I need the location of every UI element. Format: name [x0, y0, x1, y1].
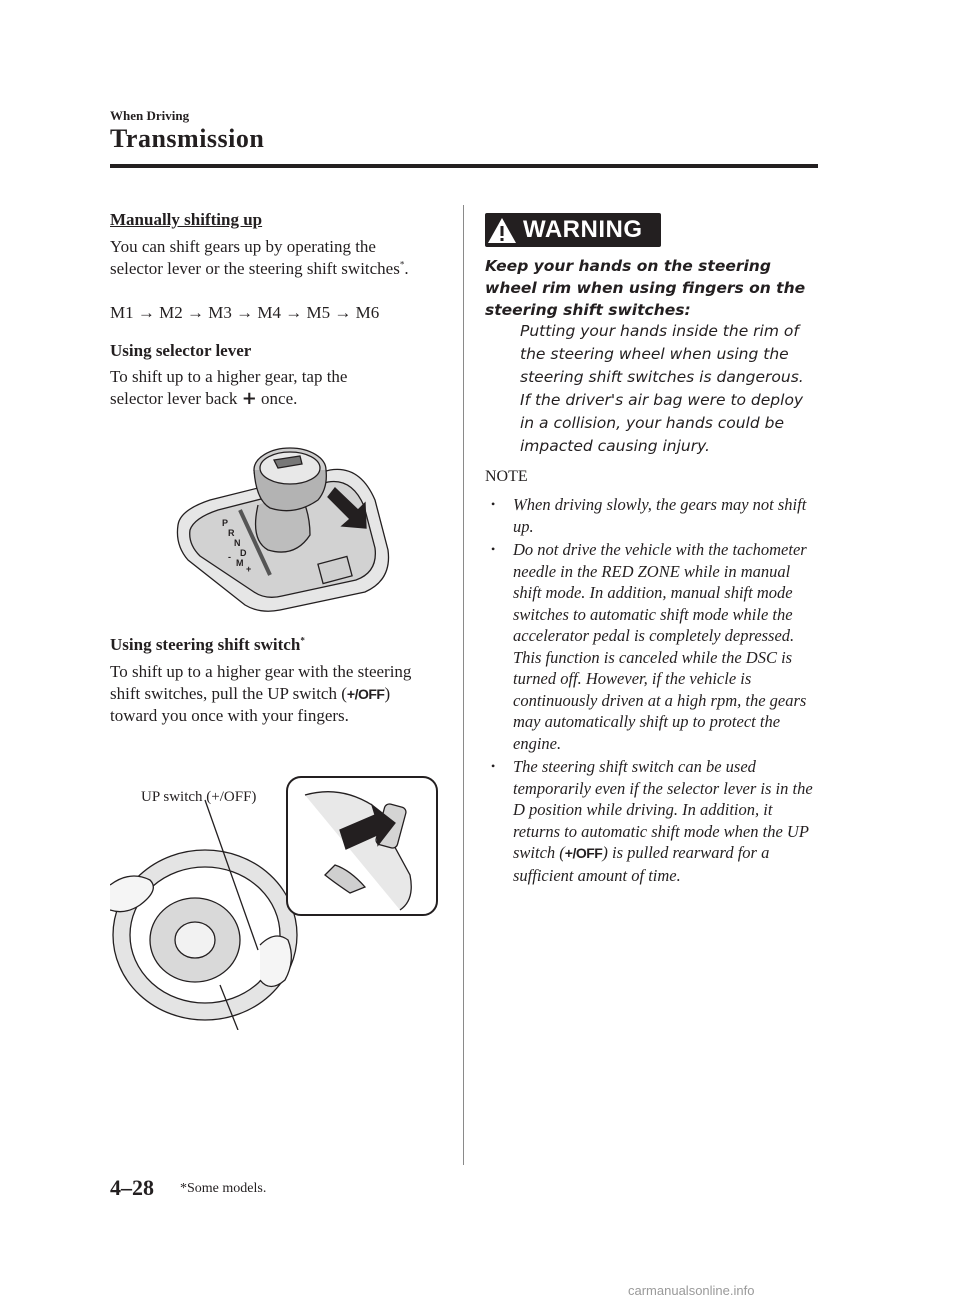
- note-bullet-1: •: [491, 497, 496, 511]
- warning-lead: Keep your hands on the steering wheel rim when using fingers on the steering shift switches:: [485, 257, 806, 319]
- warning-body: Putting your hands inside the rim of the steering wheel when using the steering shift switches is dangerous. If the driver's air bag were to deploy in a collision, your hands could be impacted causing injury.: [520, 322, 804, 455]
- gate-letter-d: D: [240, 548, 247, 558]
- warning-badge: [485, 213, 661, 247]
- some-models-mark: *: [399, 259, 405, 270]
- gate-letter-n: N: [234, 538, 241, 548]
- note-text-2-extra: This function is canceled while the DSC is turned off. However, if the vehicle is continuously driven at a high rpm, the gears may automatically shift up to protect the engine.: [513, 647, 807, 753]
- section-label: When Driving: [110, 108, 190, 123]
- note-bullet-2: •: [491, 542, 496, 556]
- gear-sequence: M1 → M2 → M3 → M4 → M5 → M6: [110, 303, 380, 322]
- header-rule: [110, 164, 818, 168]
- column-divider: [463, 205, 464, 1165]
- gate-letter-r: R: [228, 528, 235, 538]
- selector-text-line2: selector lever back + once.: [110, 388, 298, 409]
- manual-shift-up-heading: Manually shifting up: [110, 210, 263, 229]
- intro-paragraph: [110, 236, 420, 280]
- steering-switch-heading: Using steering shift switch*: [110, 635, 305, 654]
- note-bullet-3: •: [491, 759, 496, 773]
- note-title: NOTE: [485, 468, 528, 485]
- gate-letter-minus: -: [228, 552, 231, 562]
- note-item-2: [485, 539, 815, 754]
- gate-letter-p: P: [222, 518, 229, 528]
- up-switch-callout: UP switch (+/OFF): [141, 789, 257, 805]
- up-off-switch-icon: +/OFF: [346, 686, 385, 702]
- steering-paragraph: To shift up to a higher gear with the steering shift switches, pull the UP switch (+/OFF) toward you once with your fingers.: [110, 662, 412, 725]
- plus-icon: +: [241, 388, 257, 409]
- warning-label: WARNING: [523, 216, 643, 243]
- note-list: [485, 494, 815, 888]
- some-models-mark-2: *: [300, 635, 305, 646]
- warning-triangle-icon: [485, 213, 519, 247]
- note-text-3: The steering shift switch can be used temporarily even if the selector lever is in the D position while driving. In addition, it returns to automatic shift mode when the UP switch (+/OFF) is pulled rearward for a sufficient amount of time.: [513, 757, 813, 885]
- page-number: 4–28: [110, 1175, 154, 1200]
- selector-lever-figure: [170, 430, 400, 615]
- note-text-2: Do not drive the vehicle with the tachometer needle in the RED ZONE while in manual shift mode. In addition, manual shift mode switches to automatic shift mode while the accelerator pedal is completely depressed. This function is canceled while the DSC is turned off. However, if the vehicle is continuously driven at a high rpm, the gears may automatically shift up to protect the engine.: [513, 539, 815, 754]
- chapter-title: Transmission: [110, 124, 265, 153]
- selector-paragraph: [110, 366, 440, 410]
- selector-lever-heading: Using selector lever: [110, 341, 252, 360]
- selector-text-line1: To shift up to a higher gear, tap the: [110, 367, 348, 386]
- gate-letter-plus: +: [246, 564, 252, 574]
- watermark: carmanualsonline.info: [628, 1283, 755, 1298]
- footnote: *Some models.: [180, 1181, 267, 1196]
- note-text-1: When driving slowly, the gears may not shift up.: [513, 495, 807, 536]
- intro-text: You can shift gears up by operating the selector lever or the steering shift switches: [110, 237, 400, 278]
- up-off-switch-icon-2: +/OFF: [564, 845, 603, 861]
- steering-switch-figure: [110, 775, 440, 1030]
- note-item-1: [485, 494, 815, 537]
- intro-end: .: [404, 259, 409, 278]
- gate-letter-m: M: [236, 558, 244, 568]
- note-item-3: [485, 756, 815, 886]
